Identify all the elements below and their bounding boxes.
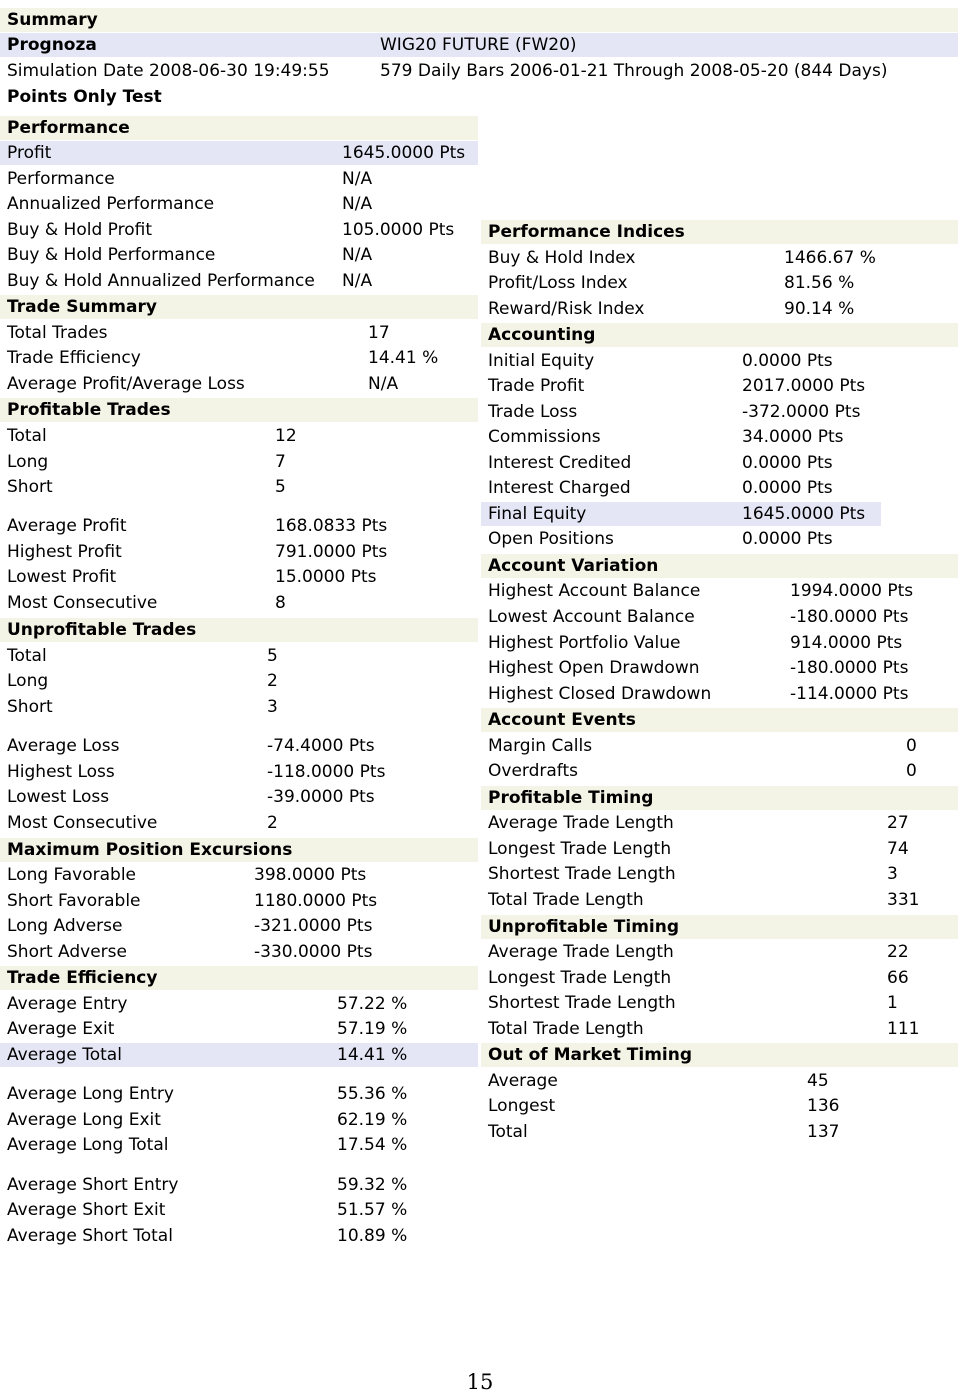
variation-row: Highest Portfolio Value 914.0000 Pts [488,633,903,653]
section-out-of-market-heading: Out of Market Timing [481,1043,958,1067]
event-row: Overdrafts 0 [488,761,917,781]
unprofitable-timing-row: Shortest Trade Length 1 [488,993,898,1013]
variation-row: Highest Account Balance 1994.0000 Pts [488,581,914,601]
performance-row: Buy & Hold Annualized Performance N/A [7,271,373,291]
performance-row: Buy & Hold Performance N/A [7,245,373,265]
profitable-count-row: Short 5 [7,477,286,497]
index-row: Buy & Hold Index 1466.67 % [488,248,876,268]
section-account-variation-heading: Account Variation [481,554,958,578]
profitable-timing-row: Average Trade Length 27 [488,813,909,833]
accounting-row: Initial Equity 0.0000 Pts [488,351,833,371]
performance-row: Annualized Performance N/A [7,194,373,214]
accounting-row-final-equity: Final Equity 1645.0000 Pts [481,502,881,526]
unprofitable-timing-row: Longest Trade Length 66 [488,968,909,988]
excursion-row: Long Favorable 398.0000 Pts [7,865,367,885]
out-of-market-row: Total 137 [488,1122,840,1142]
variation-row: Lowest Account Balance -180.0000 Pts [488,607,909,627]
trade-summary-row: Average Profit/Average Loss N/A [7,374,399,394]
summary-heading [0,8,958,32]
variation-row: Highest Open Drawdown -180.0000 Pts [488,658,909,678]
efficiency-long-row: Average Long Exit 62.19 % [7,1110,408,1130]
simulation-date: Simulation Date 2008-06-30 19:49:55 [7,61,330,81]
efficiency-long-row: Average Long Entry 55.36 % [7,1084,408,1104]
accounting-row: Trade Loss -372.0000 Pts [488,402,861,422]
unprofitable-timing-row: Total Trade Length 111 [488,1019,920,1039]
instrument-name: WIG20 FUTURE (FW20) [380,35,577,55]
section-accounting-heading: Accounting [481,323,958,347]
simulation-row [0,59,958,83]
unprofitable-count-row: Long 2 [7,671,278,691]
accounting-row: Open Positions 0.0000 Pts [488,529,833,549]
section-trade-summary-heading: Trade Summary [0,295,478,319]
section-profitable-timing-heading: Profitable Timing [481,786,958,810]
excursion-row: Short Favorable 1180.0000 Pts [7,891,378,911]
points-only-label: Points Only Test [7,87,162,107]
prognoza-row [0,33,958,57]
out-of-market-row: Longest 136 [488,1096,840,1116]
profitable-stat-row: Lowest Profit 15.0000 Pts [7,567,377,587]
out-of-market-row: Average 45 [488,1071,829,1091]
bars-info: 579 Daily Bars 2006-01-21 Through 2008-05-20 (844 Days) [380,61,888,81]
efficiency-row: Average Exit 57.19 % [7,1019,408,1039]
section-excursions-heading: Maximum Position Excursions [0,838,478,862]
performance-row: Profit 1645.0000 Pts [0,141,478,165]
accounting-row: Interest Credited 0.0000 Pts [488,453,833,473]
efficiency-short-row: Average Short Entry 59.32 % [7,1175,408,1195]
unprofitable-stat-row: Most Consecutive 2 [7,813,278,833]
efficiency-short-row: Average Short Exit 51.57 % [7,1200,408,1220]
profitable-timing-row: Longest Trade Length 74 [488,839,909,859]
page-number: 15 [466,1370,494,1394]
excursion-row: Long Adverse -321.0000 Pts [7,916,373,936]
efficiency-row: Average Total 14.41 % [0,1043,478,1067]
trade-summary-row: Total Trades 17 [7,323,390,343]
profitable-count-row: Long 7 [7,452,286,472]
index-row: Profit/Loss Index 81.56 % [488,273,855,293]
efficiency-row: Average Entry 57.22 % [7,994,408,1014]
trade-summary-row: Trade Efficiency 14.41 % [7,348,439,368]
unprofitable-count-row: Total 5 [7,646,278,666]
accounting-row: Commissions 34.0000 Pts [488,427,844,447]
section-account-events-heading: Account Events [481,708,958,732]
unprofitable-count-row: Short 3 [7,697,278,717]
profitable-timing-row: Shortest Trade Length 3 [488,864,898,884]
unprofitable-timing-row: Average Trade Length 22 [488,942,909,962]
profitable-stat-row: Most Consecutive 8 [7,593,286,613]
excursion-row: Short Adverse -330.0000 Pts [7,942,373,962]
profitable-timing-row: Total Trade Length 331 [488,890,920,910]
performance-row: Buy & Hold Profit 105.0000 Pts [7,220,455,240]
accounting-row: Interest Charged 0.0000 Pts [488,478,833,498]
accounting-row: Trade Profit 2017.0000 Pts [488,376,866,396]
summary-title: Summary [7,10,98,30]
profitable-stat-row: Highest Profit 791.0000 Pts [7,542,388,562]
section-trade-efficiency-heading: Trade Efficiency [0,966,478,990]
unprofitable-stat-row: Highest Loss -118.0000 Pts [7,762,386,782]
section-performance-indices-heading: Performance Indices [481,220,958,244]
index-row: Reward/Risk Index 90.14 % [488,299,855,319]
section-profitable-trades-heading: Profitable Trades [0,398,478,422]
profitable-count-row: Total 12 [7,426,297,446]
unprofitable-stat-row: Average Loss -74.4000 Pts [7,736,375,756]
efficiency-long-row: Average Long Total 17.54 % [7,1135,408,1155]
variation-row: Highest Closed Drawdown -114.0000 Pts [488,684,909,704]
efficiency-short-row: Average Short Total 10.89 % [7,1226,408,1246]
section-performance-heading: Performance [0,116,478,140]
section-unprofitable-timing-heading: Unprofitable Timing [481,915,958,939]
event-row: Margin Calls 0 [488,736,917,756]
unprofitable-stat-row: Lowest Loss -39.0000 Pts [7,787,375,807]
performance-row: Performance N/A [7,169,373,189]
profitable-stat-row: Average Profit 168.0833 Pts [7,516,388,536]
prognoza-label: Prognoza [7,35,97,55]
points-only-row [0,85,958,109]
section-unprofitable-trades-heading: Unprofitable Trades [0,618,478,642]
